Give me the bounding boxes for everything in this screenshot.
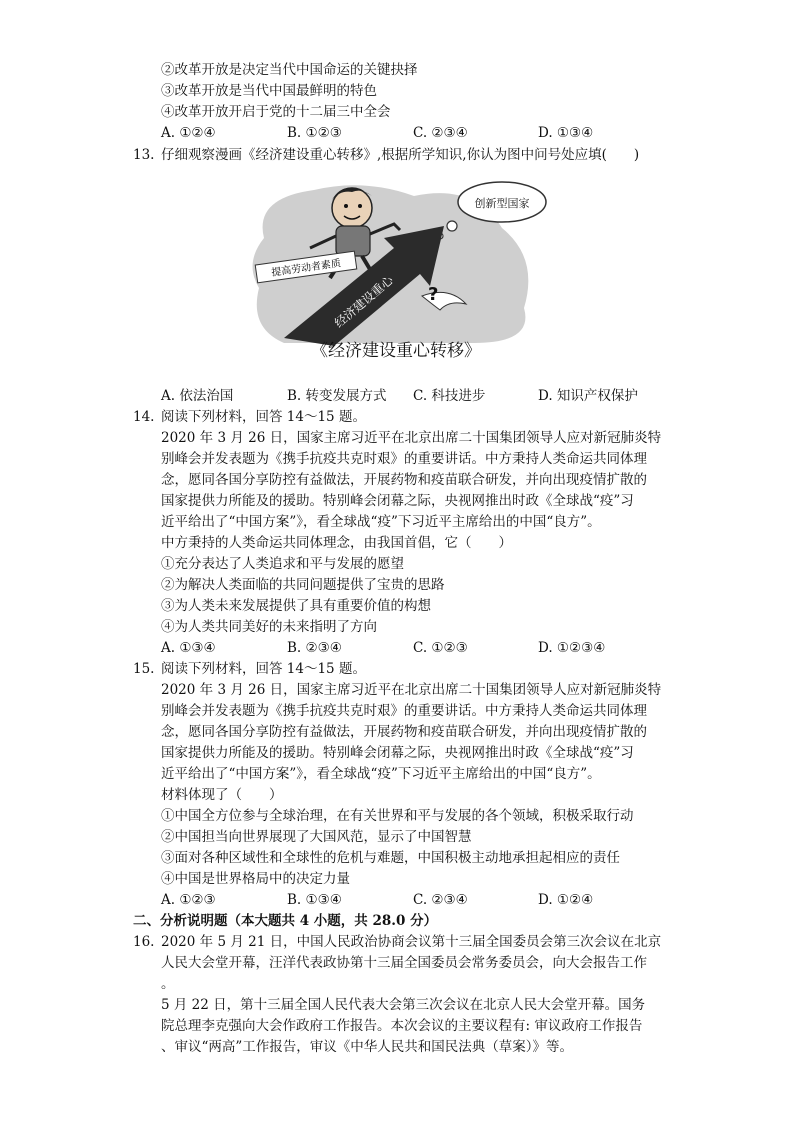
cartoon-caption: 《经济建设重心转移》 — [311, 341, 481, 361]
option-c[interactable]: C. ②③④ — [413, 892, 468, 908]
q16-line: 院总理李克强向大会作政府工作报告。本次会议的主要议程有: 审议政府工作报告 — [161, 1018, 643, 1034]
q16-line: 人民大会堂开幕，汪洋代表政协第十三届全国委员会常务委员会，向大会报告工作 — [161, 955, 647, 971]
q15-number: 15. — [133, 661, 155, 677]
q14-material-line: 2020 年 3 月 26 日，国家主席习近平在北京出席二十国集团领导人应对新冠肺炎特 — [161, 430, 662, 446]
option-b[interactable]: B. ②③④ — [287, 640, 342, 656]
q16-line: 5 月 22 日，第十三届全国人民代表大会第三次会议在北京人民大会堂开幕。国务 — [161, 997, 646, 1013]
option-a[interactable]: A. 依法治国 — [161, 388, 234, 404]
option-c[interactable]: C. ①②③ — [413, 640, 468, 656]
q14-item: ①充分表达了人类追求和平与发展的愿望 — [161, 556, 404, 572]
option-a[interactable]: A. ①②④ — [161, 125, 216, 141]
q14-intro: 阅读下列材料，回答 14～15 题。 — [161, 409, 366, 425]
section-title: 二、分析说明题（本大题共 4 小题，共 28.0 分） — [133, 913, 438, 929]
option-b[interactable]: B. ①③④ — [287, 892, 342, 908]
q14-number: 14. — [133, 409, 155, 425]
question-mark: ? — [428, 284, 439, 305]
cartoon-economic-focus-shift — [244, 178, 549, 366]
q14-material-line: 念，愿同各国分享防控有益做法，开展药物和疫苗联合研发，并向出现疫情扩散的 — [161, 472, 647, 488]
q15-material-line: 念，愿同各国分享防控有益做法，开展药物和疫苗联合研发，并向出现疫情扩散的 — [161, 724, 647, 740]
q14-material-line: 别峰会并发表题为《携手抗疫共克时艰》的重要讲话。中方秉持人类命运共同体理 — [161, 451, 647, 467]
q14-item: ②为解决人类面临的共同问题提供了宝贵的思路 — [161, 577, 445, 593]
q14-material-line: 近平给出了“中国方案”》，看全球战“疫”下习近平主席给出的中国“良方”。 — [161, 514, 601, 530]
sign-text: 提高劳动者素质 — [270, 258, 342, 279]
bubble-text: 创新型国家 — [474, 197, 530, 210]
option-a[interactable]: A. ①③④ — [161, 640, 216, 656]
option-a[interactable]: A. ①②③ — [161, 892, 216, 908]
q16-line: 。 — [161, 976, 175, 992]
q14-item: ④为人类共同美好的未来指明了方向 — [161, 619, 377, 635]
q15-question: 材料体现了（ ） — [161, 787, 283, 803]
q16-line: 2020 年 5 月 21 日，中国人民政治协商会议第十三届全国委员会第三次会议在北京 — [161, 934, 662, 950]
q14-material-line: 国家提供力所能及的援助。特别峰会闭幕之际，央视网推出时政《全球战“疫”习 — [161, 493, 634, 509]
q16-line: 、审议“两高”工作报告，审议《中华人民共和国民法典（草案）》等。 — [161, 1039, 574, 1055]
option-d[interactable]: D. ①②④ — [538, 892, 594, 908]
q15-material-line: 国家提供力所能及的援助。特别峰会闭幕之际，央视网推出时政《全球战“疫”习 — [161, 745, 634, 761]
q13-number: 13. — [133, 147, 155, 163]
bubble-dot — [447, 221, 457, 231]
option-c[interactable]: C. 科技进步 — [413, 388, 486, 404]
q15-item: ④中国是世界格局中的决定力量 — [161, 871, 350, 887]
option-d[interactable]: D. ①③④ — [538, 125, 594, 141]
q12-item-3: ③改革开放是当代中国最鲜明的特色 — [161, 83, 377, 99]
q15-item: ③面对各种区域性和全球性的危机与难题，中国积极主动地承担起相应的责任 — [161, 850, 620, 866]
q15-intro: 阅读下列材料，回答 14～15 题。 — [161, 661, 366, 677]
option-c[interactable]: C. ②③④ — [413, 125, 468, 141]
arrow-text: 经济建设重心 — [331, 273, 396, 331]
option-d[interactable]: D. 知识产权保护 — [538, 388, 638, 404]
q15-item: ①中国全方位参与全球治理，在有关世界和平与发展的各个领域，积极采取行动 — [161, 808, 634, 824]
q12-item-4: ④改革开放开启于党的十二届三中全会 — [161, 104, 391, 120]
q16-number: 16. — [133, 934, 155, 950]
q15-material-line: 近平给出了“中国方案”》，看全球战“疫”下习近平主席给出的中国“良方”。 — [161, 766, 601, 782]
q12-item-2: ②改革开放是决定当代中国命运的关键抉择 — [161, 62, 418, 78]
q15-material-line: 别峰会并发表题为《携手抗疫共克时艰》的重要讲话。中方秉持人类命运共同体理 — [161, 703, 647, 719]
q14-question: 中方秉持的人类命运共同体理念，由我国首倡，它（ ） — [161, 535, 512, 551]
q14-item: ③为人类未来发展提供了具有重要价值的构想 — [161, 598, 431, 614]
option-b[interactable]: B. ①②③ — [287, 125, 342, 141]
q13-stem: 仔细观察漫画《经济建设重心转移》,根据所学知识,你认为图中问号处应填( ) — [161, 147, 640, 163]
q15-material-line: 2020 年 3 月 26 日，国家主席习近平在北京出席二十国集团领导人应对新冠肺炎特 — [161, 682, 662, 698]
q15-item: ②中国担当向世界展现了大国风范，显示了中国智慧 — [161, 829, 472, 845]
option-d[interactable]: D. ①②③④ — [538, 640, 606, 656]
option-b[interactable]: B. 转变发展方式 — [287, 388, 387, 404]
